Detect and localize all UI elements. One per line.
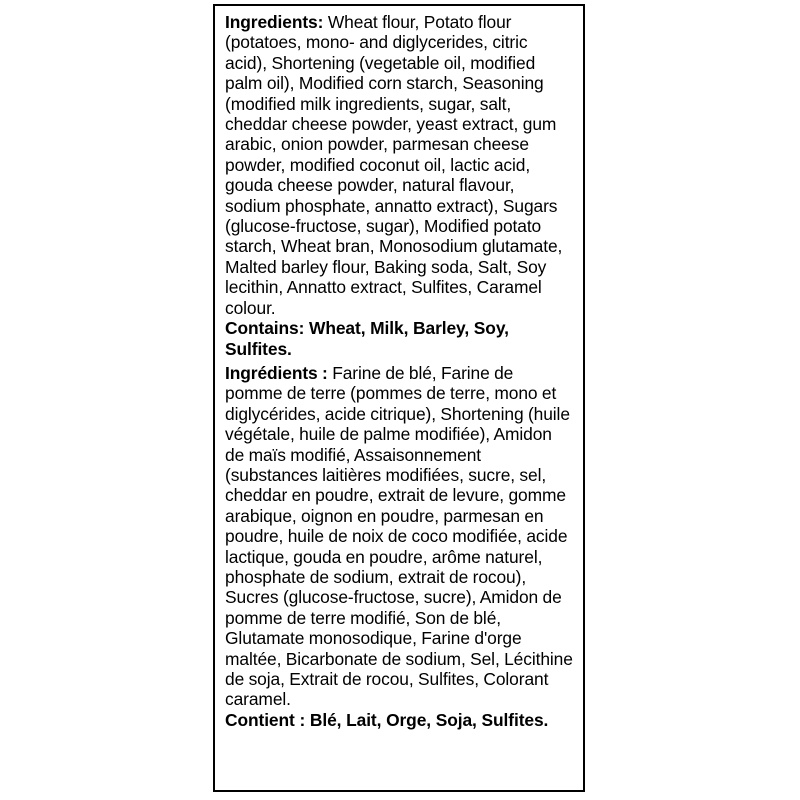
french-contains-heading: Contient : <box>225 709 306 730</box>
french-contains-text: Blé, Lait, Orge, Soja, Sulfites. <box>305 709 549 730</box>
french-ingredients-heading: Ingrédients : <box>225 362 328 383</box>
french-ingredients-text: Farine de blé, Farine de pomme de terre (pommes de terre, mono et diglycérides, acide citrique), Shortening (huile végétale, huile de palme modifiée), Amidon de maïs modifié, Assaisonnement (substances laitières modifiées, sucre, sel, cheddar en poudre, extrait de levure, gomme arabique, oignon en poudre, parmesan en poudre, huile de noix de coco modifiée, acide lactique, gouda en poudre, arôme naturel, phosphate de sodium, extrait de rocou), Sucres (glucose-fructose, sucre), Amidon de pomme de terre modifié, Son de blé, Glutamate monosodique, Farine d'orge maltée, Bicarbonate de sodium, Sel, Lécithine de soja, Extrait de rocou, Sulfites, Colorant caramel. <box>225 362 573 710</box>
english-ingredients-text: Wheat flour, Potato flour (potatoes, mono- and diglycerides, citric acid), Shortening (vegetable oil, modified palm oil), Modified corn starch, Seasoning (modified milk ingredients, sugar, salt, cheddar cheese powder, yeast extract, gum arabic, onion powder, parmesan cheese powder, modified coconut oil, lactic acid, gouda cheese powder, natural flavour, sodium phosphate, annatto extract), Sugars (glucose-fructose, sugar), Modified potato starch, Wheat bran, Monosodium glutamate, Malted barley flour, Baking soda, Salt, Soy lecithin, Annatto extract, Sulfites, Caramel colour. <box>225 12 563 318</box>
french-ingredients-paragraph <box>225 363 573 710</box>
french-section <box>225 363 573 730</box>
english-contains-text: Wheat, Milk, Barley, Soy, Sulfites. <box>225 318 509 359</box>
french-contains-paragraph <box>225 710 573 730</box>
english-ingredients-paragraph <box>225 12 573 318</box>
english-section <box>225 12 573 359</box>
english-contains-heading: Contains: <box>225 318 305 339</box>
english-ingredients-heading: Ingredients: <box>225 12 324 32</box>
ingredients-label-panel <box>213 4 585 792</box>
english-contains-paragraph <box>225 318 573 359</box>
